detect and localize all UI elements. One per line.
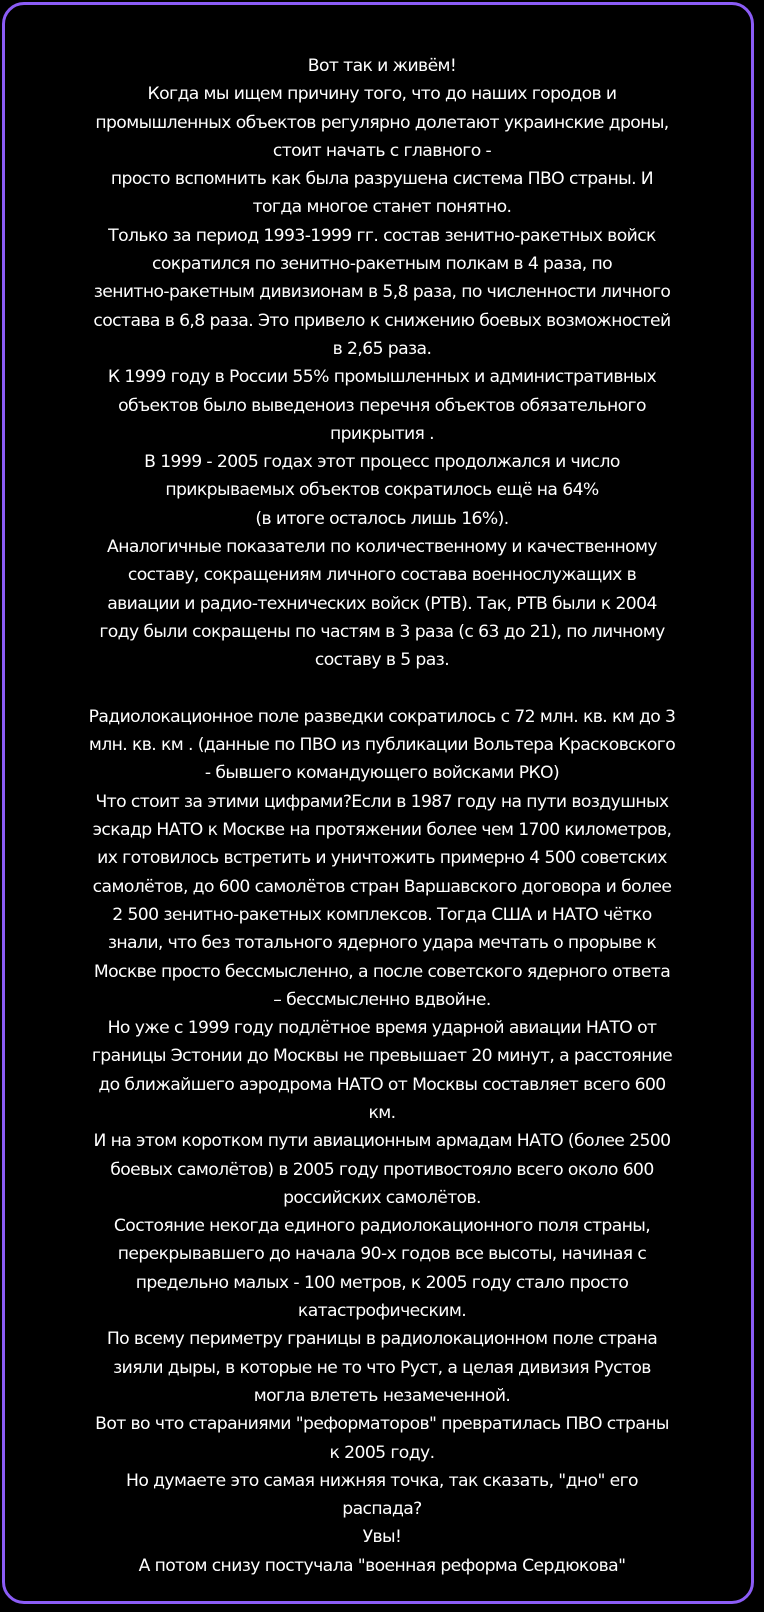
text-line: стоит начать с главного -: [272, 140, 492, 161]
text-line: составу в 5 раз.: [314, 650, 450, 671]
text-line: перекрывавшего до начала 90-х годов все высоты, начиная с: [117, 1244, 647, 1265]
text-line: объектов было выведеноиз перечня объектов обязательного: [118, 395, 646, 416]
text-line: А потом снизу постучала "военная реформа Сердюкова": [138, 1555, 626, 1576]
text-line: к 2005 году.: [329, 1442, 435, 1463]
text-line: Аналогичные показатели по количественному и качественному: [107, 537, 657, 558]
text-line: 2 500 зенитно-ракетных комплексов. Тогда США и НАТО чётко: [112, 904, 652, 925]
post-text: [30, 52, 734, 1580]
text-line: российских самолётов.: [283, 1187, 481, 1208]
text-line: просто вспомнить как была разрушена система ПВО страны. И: [110, 169, 654, 190]
text-line: Радиолокационное поле разведки сократилось с 72 млн. кв. км до 3: [88, 706, 676, 727]
text-line: Но уже с 1999 году подлётное время ударной авиации НАТО от: [107, 1018, 657, 1039]
text-line: Но думаете это самая нижняя точка, так сказать, "дно" его: [126, 1470, 638, 1491]
text-line: Когда мы ищем причину того, что до наших городов и: [147, 84, 617, 105]
text-line: По всему периметру границы в радиолокационном поле страна: [106, 1329, 658, 1350]
text-line: боевых самолётов) в 2005 году противостояло всего около 600: [110, 1159, 654, 1180]
text-line: прикрываемых объектов сократилось ещё на 64%: [165, 480, 599, 501]
text-line: авиации и радио-технических войск (РТВ). Так, РТВ были к 2004: [107, 593, 657, 614]
text-line: границы Эстонии до Москвы не превышает 20 минут, а расстояние: [91, 1046, 673, 1067]
text-line: могла влететь незамеченной.: [253, 1385, 511, 1406]
text-line: зенитно-ракетным дивизионам в 5,8 раза, по численности личного: [93, 282, 671, 303]
text-line: в 2,65 раза.: [332, 338, 432, 359]
text-line: зияли дыры, в которые не то что Руст, а целая дивизия Рустов: [113, 1357, 651, 1378]
paragraph-spacer: [30, 675, 734, 703]
text-line: их готовилось встретить и уничтожить примерно 4 500 советских: [97, 848, 667, 869]
text-line: составу, сокращениям личного состава военнослужащих в: [127, 565, 637, 586]
text-line: промышленных объектов регулярно долетают украинские дроны,: [95, 112, 669, 133]
text-line: – бессмысленно вдвойне.: [273, 989, 491, 1010]
text-line: Увы!: [362, 1527, 402, 1548]
text-line: самолётов, до 600 самолётов стран Варшавского договора и более: [92, 876, 672, 897]
text-line: катастрофическим.: [297, 1301, 467, 1322]
text-line: прикрытия .: [329, 423, 435, 444]
text-line: - бывшего командующего войсками РКО): [204, 763, 560, 784]
text-line: сократился по зенитно-ракетным полкам в 4 раза, по: [151, 254, 613, 275]
text-line: млн. кв. км . (данные по ПВО из публикации Вольтера Красковского: [88, 735, 676, 756]
text-line: Что стоит за этими цифрами?Если в 1987 году на пути воздушных: [95, 791, 669, 812]
text-line: В 1999 - 2005 годах этот процесс продолжался и число: [144, 452, 620, 473]
text-line: К 1999 году в России 55% промышленных и административных: [107, 367, 657, 388]
text-line: предельно малых - 100 метров, к 2005 году стало просто: [135, 1272, 629, 1293]
text-line: Только за период 1993-1999 гг. состав зенитно-ракетных войск: [108, 225, 656, 246]
text-line: году были сокращены по частям в 3 раза (с 63 до 21), по личному: [99, 621, 665, 642]
text-line: состава в 6,8 раза. Это привело к снижению боевых возможностей: [93, 310, 671, 331]
text-line: Состояние некогда единого радиолокационного поля страны,: [113, 1216, 651, 1237]
text-line: Москве просто бессмысленно, а после советского ядерного ответа: [93, 961, 671, 982]
text-line: (в итоге осталось лишь 16%).: [255, 508, 509, 529]
text-line: тогда многое станет понятно.: [252, 197, 512, 218]
text-line: до ближайшего аэродрома НАТО от Москвы составляет всего 600: [98, 1074, 666, 1095]
text-line: Вот во что стараниями "реформаторов" превратилась ПВО страны: [95, 1414, 669, 1435]
text-line: эскадр НАТО к Москве на протяжении более чем 1700 километров,: [92, 820, 672, 841]
text-line: км.: [368, 1102, 396, 1123]
text-line: Вот так и живём!: [307, 56, 457, 76]
text-line: И на этом коротком пути авиационным армадам НАТО (более 2500: [93, 1131, 671, 1152]
text-line: знали, что без тотального ядерного удара мечтать о прорыве к: [107, 933, 657, 954]
text-line: распада?: [342, 1499, 422, 1520]
